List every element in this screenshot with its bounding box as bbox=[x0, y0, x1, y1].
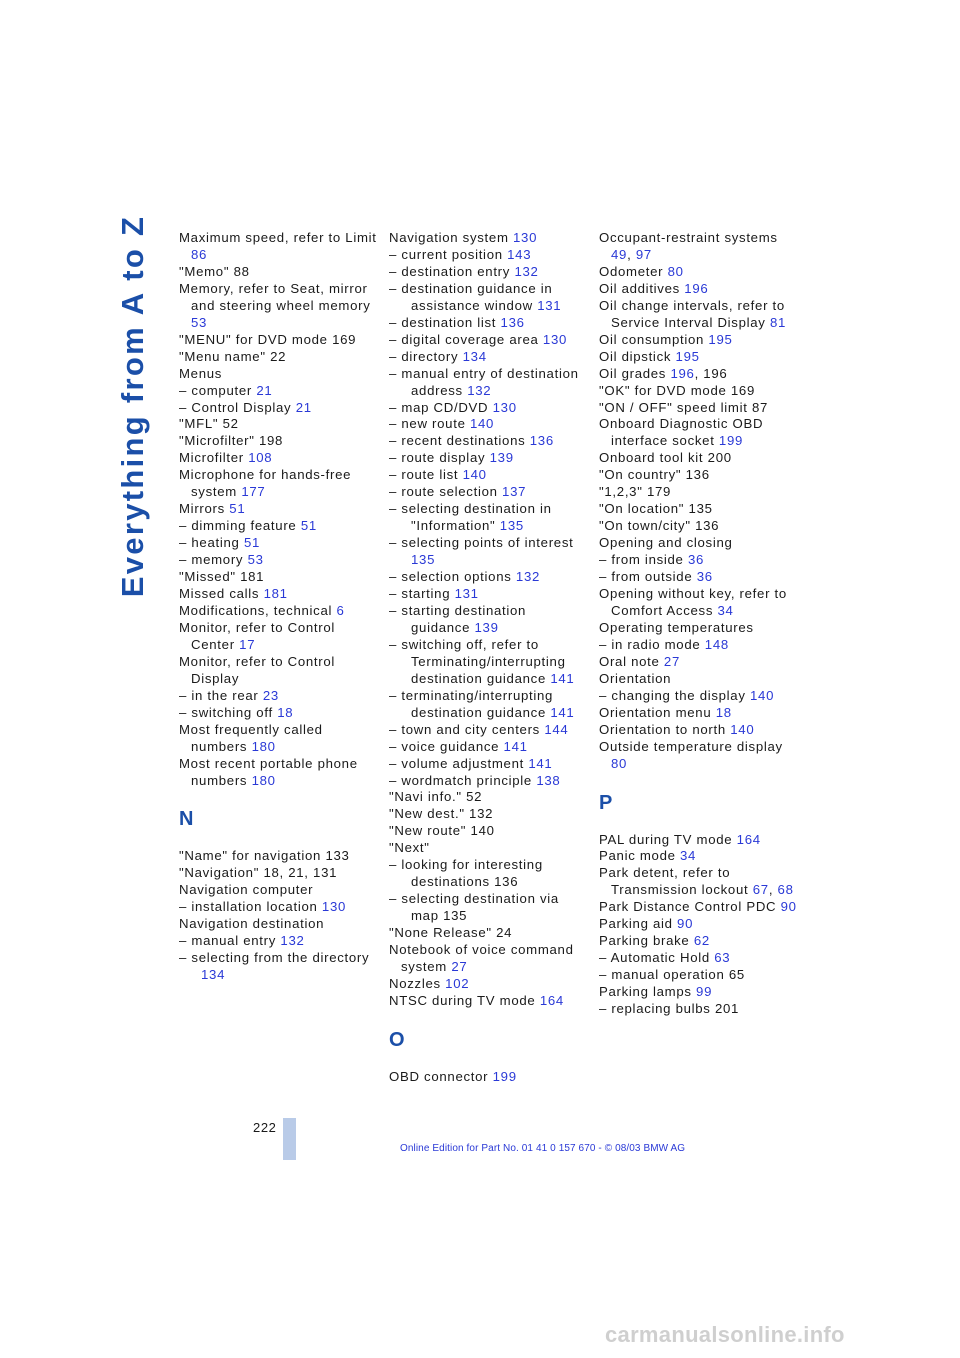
entry-text: "On country" 136 bbox=[599, 467, 710, 483]
entry-text: – town and city centers bbox=[389, 721, 545, 737]
page-reference-link[interactable]: 196 bbox=[684, 280, 709, 296]
page-reference-link[interactable]: 143 bbox=[507, 246, 532, 262]
page-reference-link[interactable]: 53 bbox=[247, 552, 264, 568]
entry-text: Navigation destination bbox=[179, 916, 325, 932]
entry-text: Orientation menu bbox=[599, 704, 716, 720]
watermark: carmanualsonline.info bbox=[605, 1322, 845, 1347]
index-subentry bbox=[389, 264, 589, 281]
entry-text: – heating bbox=[179, 535, 244, 551]
entry-text: – digital coverage area bbox=[389, 331, 543, 347]
entry-text: – selecting destination in "Information" bbox=[389, 501, 552, 534]
index-entry bbox=[599, 518, 799, 535]
index-entry bbox=[599, 467, 799, 484]
page-reference-link[interactable]: 18 bbox=[277, 704, 294, 720]
index-subentry bbox=[389, 688, 589, 722]
index-entry bbox=[179, 281, 379, 332]
index-entry bbox=[599, 705, 799, 722]
index-subentry bbox=[389, 332, 589, 349]
page-reference-link[interactable]: 99 bbox=[696, 984, 713, 1000]
page-reference-link[interactable]: 132 bbox=[280, 933, 305, 949]
entry-text: "MENU" for DVD mode 169 bbox=[179, 331, 357, 347]
page-reference-link[interactable]: 80 bbox=[667, 263, 684, 279]
entry-text: Operating temperatures bbox=[599, 619, 754, 635]
entry-text: Most frequently called numbers bbox=[179, 721, 323, 754]
index-subentry bbox=[599, 967, 799, 984]
index-subentry bbox=[599, 552, 799, 569]
page-number: 222 bbox=[253, 1120, 277, 1135]
index-subentry bbox=[389, 281, 589, 315]
index-subentry bbox=[179, 933, 379, 950]
page-reference-link[interactable]: 140 bbox=[462, 467, 487, 483]
entry-text: – installation location bbox=[179, 899, 322, 915]
entry-text: Occupant-restraint systems bbox=[599, 230, 778, 245]
index-column-1 bbox=[179, 230, 379, 984]
index-subentry bbox=[389, 603, 589, 637]
entry-text: Monitor, refer to Control Display bbox=[179, 653, 336, 686]
entry-text: Panic mode bbox=[599, 848, 681, 864]
entry-text: Park detent, refer to Transmission lockout bbox=[599, 865, 753, 898]
index-entry bbox=[179, 756, 379, 790]
page-reference-link[interactable]: 132 bbox=[467, 382, 492, 398]
index-entry bbox=[599, 739, 799, 773]
entry-suffix: , 196 bbox=[694, 365, 728, 381]
index-entry bbox=[179, 603, 379, 620]
index-entry bbox=[179, 450, 379, 467]
index-entry bbox=[599, 416, 799, 450]
page-reference-link[interactable]: 195 bbox=[675, 348, 700, 364]
index-subentry bbox=[599, 688, 799, 705]
page-reference-link[interactable]: 68 bbox=[777, 882, 794, 898]
page-reference-link[interactable]: 23 bbox=[262, 687, 279, 703]
page-reference-link[interactable]: 34 bbox=[680, 848, 697, 864]
entry-text: Orientation bbox=[599, 670, 672, 686]
index-entry bbox=[389, 230, 589, 247]
entry-text: "None Release" 24 bbox=[389, 925, 513, 941]
index-subentry bbox=[179, 899, 379, 916]
entry-text: Mirrors bbox=[179, 501, 230, 517]
index-entry bbox=[599, 400, 799, 417]
entry-text: Oil change intervals, refer to Service Interval Display bbox=[599, 297, 785, 330]
page-reference-link[interactable]: 86 bbox=[191, 246, 208, 262]
index-entry bbox=[389, 993, 589, 1010]
entry-text: Microfilter bbox=[179, 450, 249, 466]
entry-text: "New route" 140 bbox=[389, 823, 495, 839]
index-subentry bbox=[389, 756, 589, 773]
entry-text: – from outside bbox=[599, 569, 697, 585]
index-entry bbox=[599, 349, 799, 366]
index-subentry bbox=[389, 416, 589, 433]
entry-text: Opening without key, refer to Comfort Access bbox=[599, 586, 787, 618]
page-reference-link[interactable]: 18 bbox=[715, 704, 732, 720]
entry-text: Modifications, technical bbox=[179, 602, 337, 618]
index-entry bbox=[179, 722, 379, 756]
entry-text: – changing the display bbox=[599, 687, 751, 703]
entry-text: – terminating/interrupting destination guidance bbox=[389, 687, 554, 720]
page-reference-link[interactable]: 67 bbox=[752, 882, 769, 898]
index-entry bbox=[389, 976, 589, 993]
index-entry bbox=[179, 467, 379, 501]
entry-text: "Microfilter" 198 bbox=[179, 433, 284, 449]
index-entry bbox=[599, 984, 799, 1001]
entry-text: "Missed" 181 bbox=[179, 569, 265, 585]
page-marker-bar bbox=[283, 1118, 296, 1160]
page-reference-link[interactable]: 180 bbox=[251, 772, 276, 788]
index-entry bbox=[179, 620, 379, 654]
index-entry bbox=[179, 501, 379, 518]
entry-text: – selecting points of interest bbox=[389, 535, 574, 551]
entry-text: – computer bbox=[179, 382, 257, 398]
entry-text: – selection options bbox=[389, 569, 516, 585]
index-entry bbox=[389, 806, 589, 823]
index-entry bbox=[599, 586, 799, 620]
page-reference-link[interactable]: 51 bbox=[300, 518, 317, 534]
entry-text: "1,2,3" 179 bbox=[599, 484, 672, 500]
index-entry bbox=[599, 450, 799, 467]
page-reference-link[interactable]: 199 bbox=[718, 433, 744, 449]
page-reference-link[interactable]: 130 bbox=[542, 331, 568, 347]
page-reference-link[interactable]: 164 bbox=[539, 992, 564, 1008]
index-subentry bbox=[389, 535, 589, 569]
index-subentry bbox=[179, 688, 379, 705]
entry-text: Missed calls bbox=[179, 586, 264, 602]
page-reference-link[interactable]: 134 bbox=[462, 348, 487, 364]
index-entry bbox=[179, 882, 379, 899]
entry-text: – switching off bbox=[179, 704, 278, 720]
page-reference-link[interactable]: 164 bbox=[736, 831, 761, 847]
page-reference-link[interactable]: 135 bbox=[411, 552, 436, 568]
entry-text: Maximum speed, refer to Limit bbox=[179, 230, 377, 245]
index-subentry bbox=[389, 891, 589, 925]
index-entry bbox=[389, 823, 589, 840]
entry-text: Park Distance Control PDC bbox=[599, 899, 781, 915]
index-entry: Occupant-restraint systems 49, 97 bbox=[599, 230, 778, 262]
index-entry bbox=[599, 298, 799, 332]
index-entry bbox=[389, 789, 589, 806]
index-entry bbox=[179, 264, 379, 281]
index-entry: Park detent, refer to Transmission lockout 67, 68 bbox=[599, 865, 794, 898]
entry-text: Monitor, refer to Control Center bbox=[179, 619, 336, 652]
entry-text: – selecting destination via map 135 bbox=[389, 891, 559, 924]
page-reference-link[interactable]: 196 bbox=[670, 365, 695, 381]
index-entry bbox=[599, 933, 799, 950]
index-subentry bbox=[389, 484, 589, 501]
page-reference-link[interactable]: 27 bbox=[451, 958, 468, 974]
index-subentry bbox=[599, 637, 799, 654]
entry-text: "MFL" 52 bbox=[179, 416, 239, 432]
page-reference-link[interactable]: 80 bbox=[611, 755, 628, 771]
entry-text: "Menu name" 22 bbox=[179, 348, 287, 364]
page-reference-link[interactable]: 108 bbox=[248, 450, 273, 466]
entry-text: Oil grades bbox=[599, 365, 671, 381]
page-reference-link[interactable]: 21 bbox=[295, 399, 312, 415]
index-subentry bbox=[179, 950, 379, 984]
entry-text: – replacing bulbs 201 bbox=[599, 1001, 740, 1017]
entry-text: "Memo" 88 bbox=[179, 263, 250, 279]
page-reference-link[interactable]: 34 bbox=[717, 602, 734, 618]
entry-text: Oil additives bbox=[599, 280, 685, 296]
entry-text: "Navigation" 18, 21, 131 bbox=[179, 865, 338, 881]
index-subentry bbox=[389, 637, 589, 688]
entry-text: – map CD/DVD bbox=[389, 399, 493, 415]
index-subentry bbox=[389, 722, 589, 739]
entry-text: Outside temperature display bbox=[599, 738, 783, 754]
entry-text: – volume adjustment bbox=[389, 755, 529, 771]
entry-text: – new route bbox=[389, 416, 470, 432]
page-reference-link[interactable]: 140 bbox=[469, 416, 495, 432]
index-entry bbox=[599, 654, 799, 671]
index-subentry bbox=[389, 467, 589, 484]
entry-text: OBD connector bbox=[389, 1068, 493, 1084]
index-subentry bbox=[179, 518, 379, 535]
entry-text: – route selection bbox=[389, 484, 503, 500]
page-reference-link[interactable]: 180 bbox=[251, 738, 276, 754]
entry-text: – manual entry bbox=[179, 933, 281, 949]
side-title bbox=[108, 214, 158, 598]
section-heading: N bbox=[179, 808, 194, 831]
index-subentry bbox=[389, 450, 589, 467]
entry-text: "On town/city" 136 bbox=[599, 518, 720, 534]
section-heading: O bbox=[389, 1028, 406, 1051]
entry-text: Memory, refer to Seat, mirror and steering wheel memory bbox=[179, 280, 371, 313]
index-entry bbox=[179, 848, 379, 865]
entry-text: Opening and closing bbox=[599, 535, 733, 551]
entry-text: – Control Display bbox=[179, 399, 296, 415]
side-title-text: Everything from A to Z bbox=[115, 214, 150, 598]
entry-text: – Automatic Hold bbox=[599, 950, 715, 966]
entry-text: – voice guidance bbox=[389, 738, 504, 754]
entry-text: Notebook of voice command system bbox=[389, 942, 574, 974]
page-reference-link[interactable]: 90 bbox=[677, 916, 694, 932]
page-reference-link[interactable]: 132 bbox=[514, 263, 539, 279]
index-entry bbox=[599, 916, 799, 933]
page-reference-link[interactable]: 131 bbox=[454, 586, 479, 602]
page-reference-link[interactable]: 138 bbox=[536, 772, 561, 788]
entry-text: "ON / OFF" speed limit 87 bbox=[599, 399, 769, 415]
page-reference-link[interactable]: 97 bbox=[635, 246, 652, 262]
page-reference-link[interactable]: 181 bbox=[263, 586, 288, 602]
entry-text: – starting destination guidance bbox=[389, 602, 527, 635]
page-reference-link[interactable]: 137 bbox=[502, 484, 527, 500]
page-reference-link[interactable]: 136 bbox=[500, 314, 525, 330]
entry-text: "Next" bbox=[389, 840, 430, 856]
index-subentry bbox=[389, 315, 589, 332]
index-entry bbox=[179, 230, 379, 264]
entry-text: Parking aid bbox=[599, 916, 678, 932]
index-entry bbox=[599, 383, 799, 400]
index-entry bbox=[599, 332, 799, 349]
index-subentry bbox=[599, 1001, 799, 1018]
page-reference-link[interactable]: 27 bbox=[663, 653, 680, 669]
entry-text: Onboard Diagnostic OBD interface socket bbox=[599, 416, 764, 449]
index-entry bbox=[599, 671, 799, 688]
page-reference-link[interactable]: 81 bbox=[769, 314, 787, 330]
entry-text: – manual entry of destination address bbox=[389, 365, 579, 398]
index-entry bbox=[389, 925, 589, 942]
entry-text: – destination entry bbox=[389, 263, 515, 279]
index-entry bbox=[599, 484, 799, 501]
index-entry bbox=[179, 916, 379, 933]
index-entry bbox=[599, 535, 799, 552]
entry-text: Microphone for hands-free system bbox=[179, 467, 352, 500]
entry-text: – destination guidance in assistance window bbox=[389, 280, 553, 313]
entry-text: "On location" 135 bbox=[599, 501, 713, 517]
index-entry bbox=[179, 654, 379, 688]
page-reference-link[interactable]: 144 bbox=[544, 721, 569, 737]
entry-text: Orientation to north bbox=[599, 721, 731, 737]
entry-text: PAL during TV mode bbox=[599, 831, 737, 847]
index-entry bbox=[599, 722, 799, 739]
index-subentry bbox=[389, 349, 589, 366]
index-subentry bbox=[389, 400, 589, 417]
index-entry bbox=[599, 366, 799, 383]
index-subentry bbox=[599, 569, 799, 586]
entry-text: – memory bbox=[179, 552, 248, 568]
entry-text: Menus bbox=[179, 365, 223, 381]
index-subentry bbox=[389, 501, 589, 535]
entry-text: "Name" for navigation 133 bbox=[179, 848, 350, 864]
page-reference-link[interactable]: 141 bbox=[550, 670, 575, 686]
page-reference-link[interactable]: 195 bbox=[708, 331, 733, 347]
entry-text: "New dest." 132 bbox=[389, 806, 494, 822]
page-reference-link[interactable]: 62 bbox=[693, 933, 710, 949]
page-reference-link[interactable]: 141 bbox=[550, 704, 575, 720]
page-reference-link[interactable]: 49 bbox=[611, 246, 628, 262]
index-subentry bbox=[179, 552, 379, 569]
index-entry bbox=[599, 832, 799, 849]
entry-text: – route list bbox=[389, 467, 463, 483]
page-reference-link[interactable]: 139 bbox=[489, 450, 514, 466]
page-reference-link[interactable]: 132 bbox=[515, 569, 541, 585]
index-subentry bbox=[179, 535, 379, 552]
entry-text: "OK" for DVD mode 169 bbox=[599, 382, 755, 398]
entry-text: – starting bbox=[389, 586, 455, 602]
index-entry bbox=[389, 942, 589, 976]
index-entry bbox=[599, 620, 799, 637]
index-entry bbox=[389, 1069, 589, 1086]
page-reference-link[interactable]: 140 bbox=[750, 687, 775, 703]
page-reference-link[interactable]: 102 bbox=[445, 975, 470, 991]
index-entry bbox=[599, 501, 799, 518]
section-heading: P bbox=[599, 791, 613, 814]
page-reference-link[interactable]: 130 bbox=[513, 230, 538, 245]
page-reference-link[interactable]: 130 bbox=[321, 899, 347, 915]
index-subentry bbox=[179, 705, 379, 722]
index-entry bbox=[179, 569, 379, 586]
entry-text: Navigation computer bbox=[179, 882, 314, 898]
index-entry bbox=[179, 416, 379, 433]
index-subentry bbox=[389, 433, 589, 450]
entry-text: Most recent portable phone numbers bbox=[179, 755, 358, 788]
entry-text: Oil dipstick bbox=[599, 348, 676, 364]
entry-text: – looking for interesting destinations 136 bbox=[389, 857, 543, 890]
index-entry bbox=[599, 281, 799, 298]
page-reference-link[interactable]: 36 bbox=[687, 552, 705, 568]
page-reference-link[interactable]: 136 bbox=[529, 433, 554, 449]
index-entry bbox=[599, 848, 799, 865]
page-reference-link[interactable]: 141 bbox=[528, 755, 553, 771]
index-entry bbox=[179, 349, 379, 366]
index-entry bbox=[179, 332, 379, 349]
index-subentry bbox=[389, 586, 589, 603]
index-entry bbox=[599, 264, 799, 281]
entry-text: – in radio mode bbox=[599, 636, 705, 652]
page-reference-link[interactable]: 51 bbox=[229, 501, 246, 517]
page-reference-link[interactable]: 53 bbox=[191, 314, 208, 330]
page-reference-link[interactable]: 36 bbox=[696, 569, 713, 585]
entry-text: – wordmatch principle bbox=[389, 772, 537, 788]
entry-text: Navigation system bbox=[389, 230, 514, 245]
entry-text: Parking lamps bbox=[599, 984, 697, 1000]
index-subentry bbox=[599, 950, 799, 967]
page-reference-link[interactable]: 141 bbox=[503, 738, 528, 754]
entry-text: – destination list bbox=[389, 314, 501, 330]
index-subentry bbox=[389, 247, 589, 264]
index-entry bbox=[179, 366, 379, 383]
entry-text: – from inside bbox=[599, 552, 688, 568]
entry-text: Odometer bbox=[599, 263, 668, 279]
page-reference-link[interactable]: 90 bbox=[780, 899, 797, 915]
page-reference-link[interactable]: 130 bbox=[492, 399, 517, 415]
page-reference-link[interactable]: 17 bbox=[239, 636, 256, 652]
entry-text: Oil consumption bbox=[599, 331, 709, 347]
entry-text: Onboard tool kit 200 bbox=[599, 450, 732, 466]
index-subentry bbox=[389, 739, 589, 756]
index-column-2 bbox=[389, 230, 589, 1086]
edition-note: Online Edition for Part No. 01 41 0 157 670 - © 08/03 BMW AG bbox=[400, 1143, 686, 1154]
index-entry bbox=[179, 433, 379, 450]
page-reference-link[interactable]: 51 bbox=[243, 535, 261, 551]
index-subentry bbox=[389, 366, 589, 400]
entry-text: – dimming feature bbox=[179, 518, 301, 534]
index-subentry bbox=[389, 569, 589, 586]
entry-text: NTSC during TV mode bbox=[389, 992, 540, 1008]
entry-text: – recent destinations bbox=[389, 433, 530, 449]
page-reference-link[interactable]: 199 bbox=[492, 1068, 517, 1084]
entry-text: – switching off, refer to Terminating/interrupting destination guidance bbox=[389, 636, 566, 686]
entry-text: – current position bbox=[389, 246, 508, 262]
entry-text: Oral note bbox=[599, 653, 664, 669]
page-reference-link[interactable]: 131 bbox=[537, 297, 562, 313]
entry-text: – directory bbox=[389, 348, 463, 364]
index-subentry bbox=[389, 773, 589, 790]
page-reference-link[interactable]: 140 bbox=[730, 721, 755, 737]
page-reference-link[interactable]: 135 bbox=[499, 518, 524, 534]
page-reference-link[interactable]: 21 bbox=[256, 382, 273, 398]
entry-text: Nozzles bbox=[389, 975, 446, 991]
page-reference-link[interactable]: 148 bbox=[704, 636, 729, 652]
entry-text: – in the rear bbox=[179, 687, 263, 703]
entry-text: Parking brake bbox=[599, 933, 694, 949]
index-entry bbox=[179, 865, 379, 882]
page-reference-link[interactable]: 139 bbox=[474, 619, 499, 635]
index-entry bbox=[599, 899, 799, 916]
entry-text: – manual operation 65 bbox=[599, 967, 745, 983]
index-entry bbox=[179, 586, 379, 603]
page-reference-link[interactable]: 134 bbox=[201, 967, 226, 983]
page-reference-link[interactable]: 63 bbox=[714, 950, 731, 966]
index-entry bbox=[389, 840, 589, 857]
index-subentry bbox=[389, 857, 589, 891]
index-subentry bbox=[179, 400, 379, 417]
page-reference-link[interactable]: 6 bbox=[336, 602, 345, 618]
entry-text: – route display bbox=[389, 450, 490, 466]
entry-text: – selecting from the directory bbox=[179, 950, 370, 966]
index-column-3 bbox=[599, 230, 799, 1018]
page-reference-link[interactable]: 177 bbox=[241, 484, 266, 500]
entry-text: "Navi info." 52 bbox=[389, 789, 483, 805]
index-subentry bbox=[179, 383, 379, 400]
